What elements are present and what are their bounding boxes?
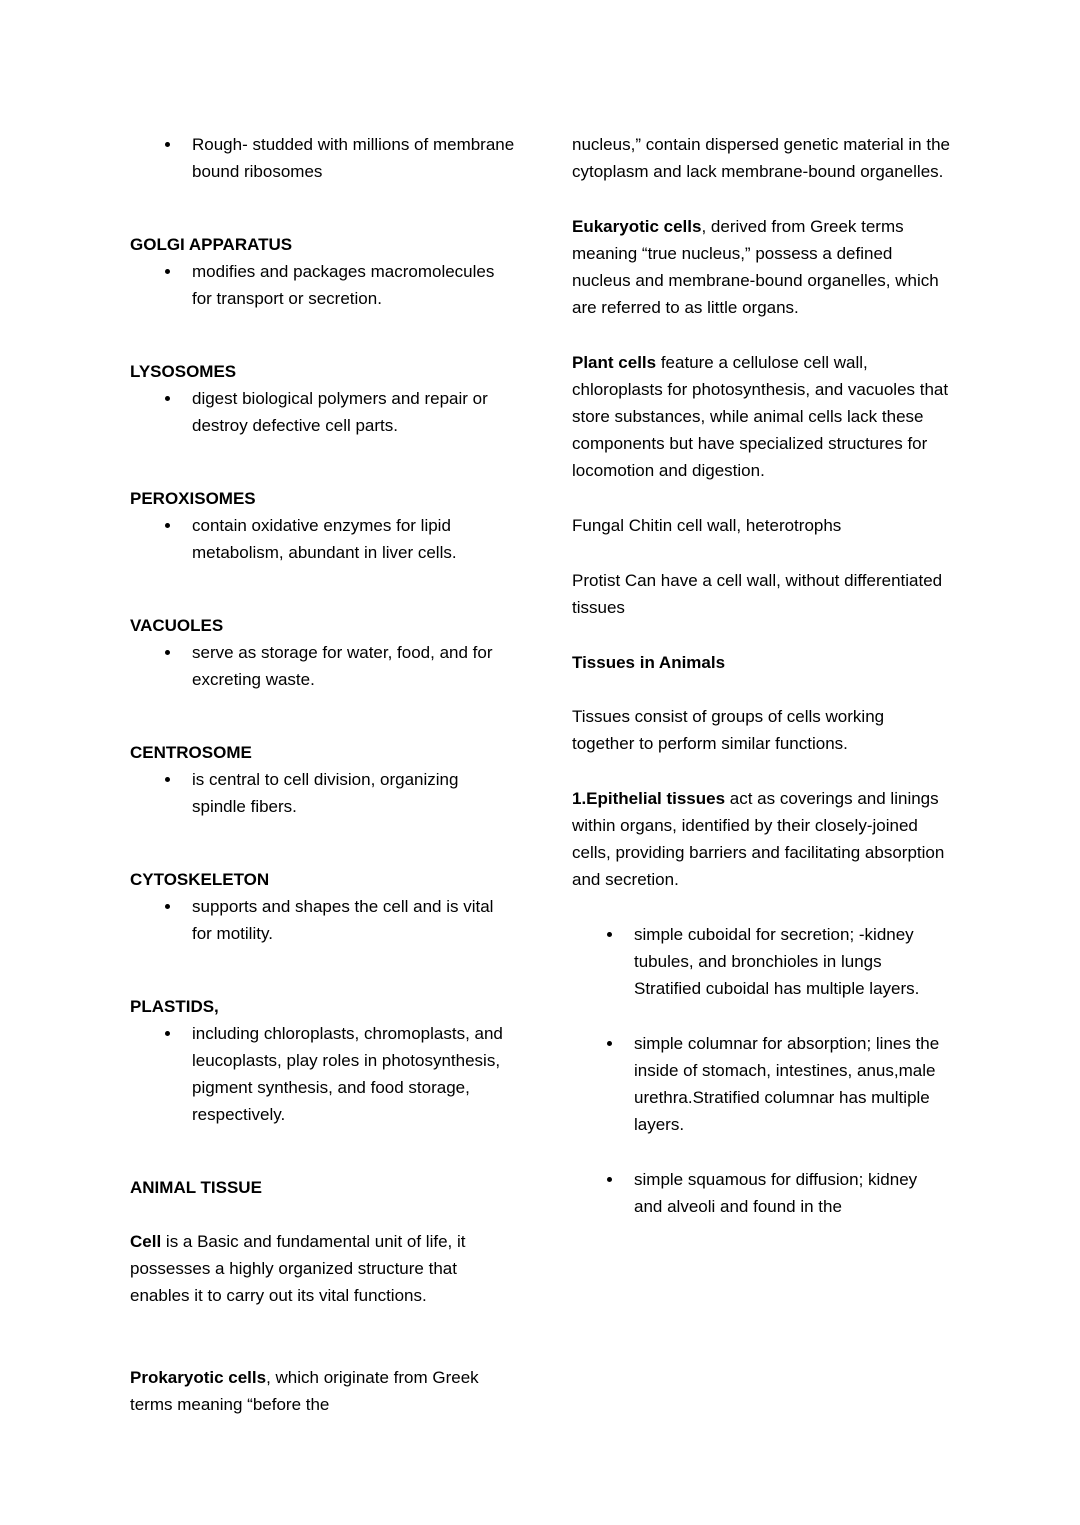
section-heading	[130, 1174, 516, 1201]
paragraph	[572, 703, 950, 757]
paragraph	[130, 1228, 516, 1309]
text-run: Protist Can have a cell wall, without differentiated tissues	[572, 571, 943, 617]
text-run: Tissues consist of groups of cells working together to perform similar functions.	[572, 707, 885, 753]
text-run: nucleus,” contain dispersed genetic material in the cytoplasm and lack membrane-bound organelles.	[572, 135, 950, 181]
text-run: Rough- studded with millions of membrane bound ribosomes	[192, 135, 515, 181]
text-run: Fungal Chitin cell wall, heterotrophs	[572, 516, 842, 535]
text-run: simple cuboidal for secretion; -kidney tubules, and bronchioles in lungs Stratified cuboidal has multiple layers.	[634, 925, 920, 998]
bullet-list	[130, 1020, 516, 1128]
bullet-item	[182, 385, 516, 439]
bullet-item	[182, 131, 516, 185]
columns	[130, 131, 1080, 1473]
left-column	[130, 131, 516, 1473]
text-run: contain oxidative enzymes for lipid metabolism, abundant in liver cells.	[192, 516, 457, 562]
section-heading-text: VACUOLES	[130, 616, 224, 635]
section-heading	[130, 231, 516, 258]
section-heading	[130, 993, 516, 1020]
text-run: digest biological polymers and repair or destroy defective cell parts.	[192, 389, 488, 435]
paragraph	[572, 785, 950, 893]
text-run: , derived from Greek terms meaning “true nucleus,” possess a defined nucleus and membrane-bound organelles, which are referred to as little organs.	[572, 217, 939, 317]
text-run: simple columnar for absorption; lines the inside of stomach, intestines, anus,male urethra.Stratified columnar has multiple layers.	[634, 1034, 940, 1134]
section-heading-text: CYTOSKELETON	[130, 870, 270, 889]
section-heading	[130, 358, 516, 385]
bullet-item	[624, 921, 950, 1002]
bold-text-run: Cell	[130, 1232, 162, 1251]
section-heading-text: GOLGI APPARATUS	[130, 235, 293, 254]
text-run: supports and shapes the cell and is vital for motility.	[192, 897, 494, 943]
paragraph	[130, 1364, 516, 1418]
paragraph	[572, 349, 950, 484]
section-heading	[130, 739, 516, 766]
right-column	[572, 131, 950, 1248]
section-heading-text: LYSOSOMES	[130, 362, 237, 381]
bullet-list	[130, 766, 516, 820]
section-heading	[130, 866, 516, 893]
text-run: , which originate from Greek terms meaning “before the	[130, 1368, 479, 1414]
bold-text-run: Prokaryotic cells	[130, 1368, 267, 1387]
bullet-item	[624, 1030, 950, 1138]
bold-text-run: Plant cells	[572, 353, 657, 372]
text-run: is central to cell division, organizing spindle fibers.	[192, 770, 459, 816]
text-run: act as coverings and linings within organs, identified by their closely-joined cells, providing barriers and facilitating absorption and secretion.	[572, 789, 945, 889]
section-heading-text: PEROXISOMES	[130, 489, 256, 508]
section-heading	[130, 485, 516, 512]
bullet-list	[130, 512, 516, 566]
text-run: simple squamous for diffusion; kidney and alveoli and found in the	[634, 1170, 918, 1216]
bullet-list	[572, 921, 950, 1220]
bullet-item	[182, 766, 516, 820]
paragraph	[572, 131, 950, 185]
bullet-list	[130, 258, 516, 312]
paragraph	[572, 213, 950, 321]
paragraph	[572, 512, 950, 539]
section-heading	[572, 649, 950, 676]
bold-text-run: 1.Epithelial tissues	[572, 789, 726, 808]
text-run: modifies and packages macromolecules for transport or secretion.	[192, 262, 495, 308]
bullet-list	[130, 893, 516, 947]
paragraph	[572, 567, 950, 621]
bullet-item	[182, 639, 516, 693]
text-run: feature a cellulose cell wall, chloroplasts for photosynthesis, and vacuoles that store substances, while animal cells lack these components but have specialized structures for locomotion and digestion.	[572, 353, 949, 480]
bullet-list	[130, 639, 516, 693]
bullet-list	[130, 131, 516, 185]
text-run: is a Basic and fundamental unit of life, it possesses a highly organized structure that enables it to carry out its vital functions.	[130, 1232, 466, 1305]
bullet-item	[182, 893, 516, 947]
section-heading-text: Tissues in Animals	[572, 653, 726, 672]
bullet-item	[624, 1166, 950, 1220]
text-run: including chloroplasts, chromoplasts, and leucoplasts, play roles in photosynthesis, pigment synthesis, and food storage, respectively.	[192, 1024, 503, 1124]
bullet-list	[130, 385, 516, 439]
bullet-item	[182, 258, 516, 312]
text-run: serve as storage for water, food, and for excreting waste.	[192, 643, 493, 689]
section-heading-text: PLASTIDS,	[130, 997, 219, 1016]
section-heading-text: CENTROSOME	[130, 743, 252, 762]
bullet-item	[182, 512, 516, 566]
bold-text-run: Eukaryotic cells	[572, 217, 702, 236]
section-heading-text: ANIMAL TISSUE	[130, 1178, 262, 1197]
section-heading	[130, 612, 516, 639]
bullet-item	[182, 1020, 516, 1128]
